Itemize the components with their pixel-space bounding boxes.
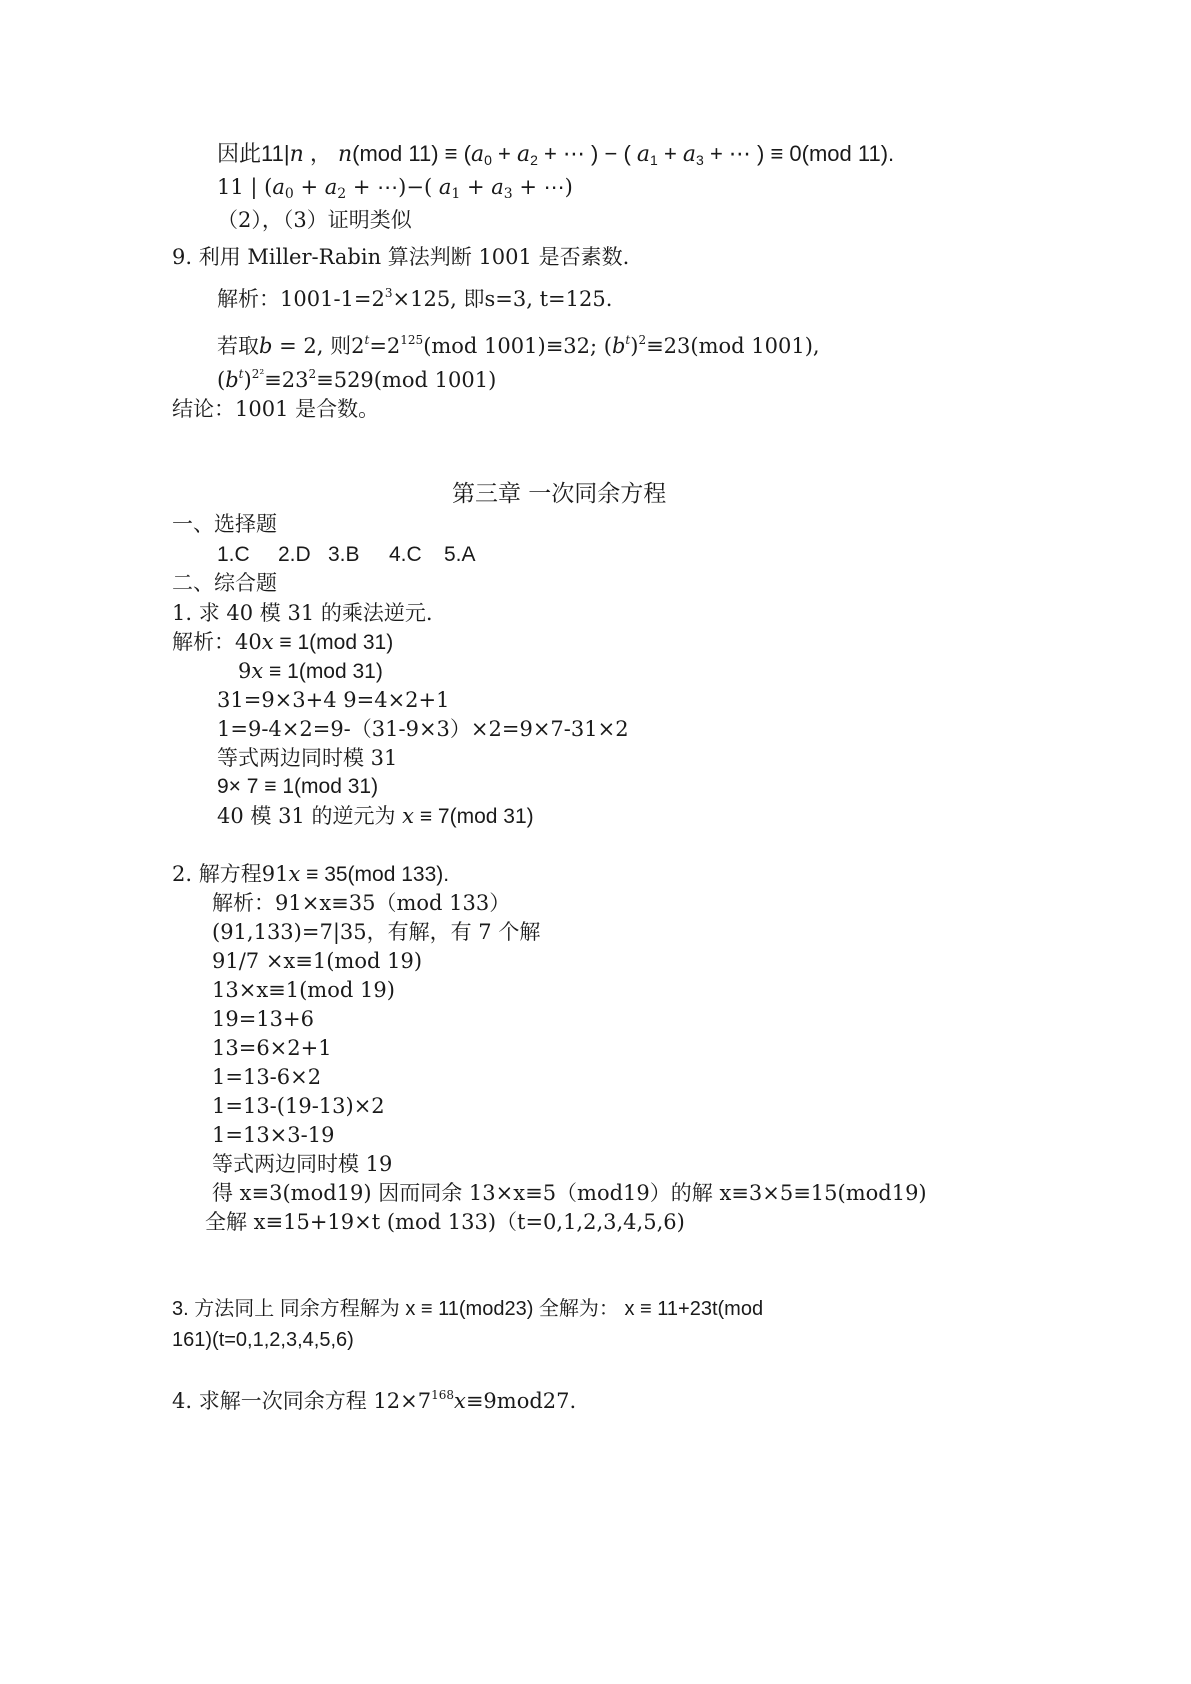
q9-question: 9. 利用 Miller-Rabin 算法判断 1001 是否素数. [172,245,630,269]
p1-line-6: 9× 7 ≡ 1(mod 31) [217,775,379,798]
p4-question: 4. 求解一次同余方程 $12\times 7^{168}x\equiv 9mod27$. [172,1388,577,1413]
p2-line: 等式两边同时模 19 [212,1152,393,1176]
p1-line-7: 40 模 31 的逆元为 x ≡ 7(mod 31) [217,804,534,828]
p2-line: 91/7 ×x≡1(mod 19) [212,949,423,973]
answer-item: 2.D [278,543,311,566]
p2-line: 全解 x≡15+19×t (mod 133)（t=0,1,2,3,4,5,6) [205,1210,685,1234]
p2-line: 19=13+6 [212,1007,314,1031]
chapter-title: 第三章 一次同余方程 [452,481,667,507]
p1-question: 1. 求 40 模 31 的乘法逆元. [172,601,433,625]
q9-analysis: 解析：$1001-1=2^3\times 125$, 即s=3, t=125. [217,286,613,311]
answer-item: 1.C [217,543,250,566]
q9-conclusion: 结论：1001 是合数。 [172,397,380,421]
p1-line-1: 解析：40x ≡ 1(mod 31) [172,630,394,654]
p2-line: 13×x≡1(mod 19) [212,978,395,1002]
proof-line-2: 11 | ($a_0 + a_2$ + ⋯)−( $a_1 + a_3$ + ⋯) [217,175,573,202]
p1-line-3: 31=9×3+4 9=4×2+1 [217,688,450,712]
p1-line-2: 9x ≡ 1(mod 31) [238,659,383,683]
p2-line: 1=13×3-19 [212,1123,335,1147]
p1-line-4: 1=9-4×2=9-（31-9×3）×2=9×7-31×2 [217,717,629,741]
proof-line-3: （2），（3）证明类似 [217,208,412,232]
p2-line: (91,133)=7|35，有解，有 7 个解 [212,920,541,944]
section-comprehensive-heading: 二、综合题 [172,571,277,595]
p1-line-5: 等式两边同时模 31 [217,746,398,770]
q9-step-2: $(b^t)^{2^2}\equiv 23^2\equiv 529(mod$ 1001) [217,367,497,392]
p2-line: 13=6×2+1 [212,1036,332,1060]
answer-item: 3.B [328,543,360,566]
p2-question: 2. 解方程91x ≡ 35(mod 133). [172,862,450,886]
p2-line: 1=13-(19-13)×2 [212,1094,385,1118]
answer-item: 4.C [389,543,422,566]
choice-answers [217,541,476,569]
p3-line-2: 161)(t=0,1,2,3,4,5,6) [172,1329,354,1351]
p3-line-1: 3. 方法同上 同余方程解为 x ≡ 11(mod23) 全解为： x ≡ 11+23t(mod [172,1298,764,1320]
p2-line: 得 x≡3(mod19) 因而同余 13×x≡5（mod19）的解 x≡3×5≡15(mod19) [212,1181,927,1205]
p2-line: 解析：91×x≡35（mod 133） [212,891,511,915]
p2-line: 1=13-6×2 [212,1065,322,1089]
proof-line-1: 因此11|n ， n(mod $11) \equiv (a_0 + a_2$ + ⋯ ) − ( $a_1 + a_3$ + ⋯ ) ≡ 0(mod 11). [217,141,895,168]
section-choice-heading: 一、选择题 [172,512,277,536]
q9-step-1: 若取b = 2, 则$2^t=2^{125}(mod$ 1001)≡32; $(b^t)^2\equiv 23(mod$ 1001), [217,333,820,358]
answer-item: 5.A [444,543,476,566]
